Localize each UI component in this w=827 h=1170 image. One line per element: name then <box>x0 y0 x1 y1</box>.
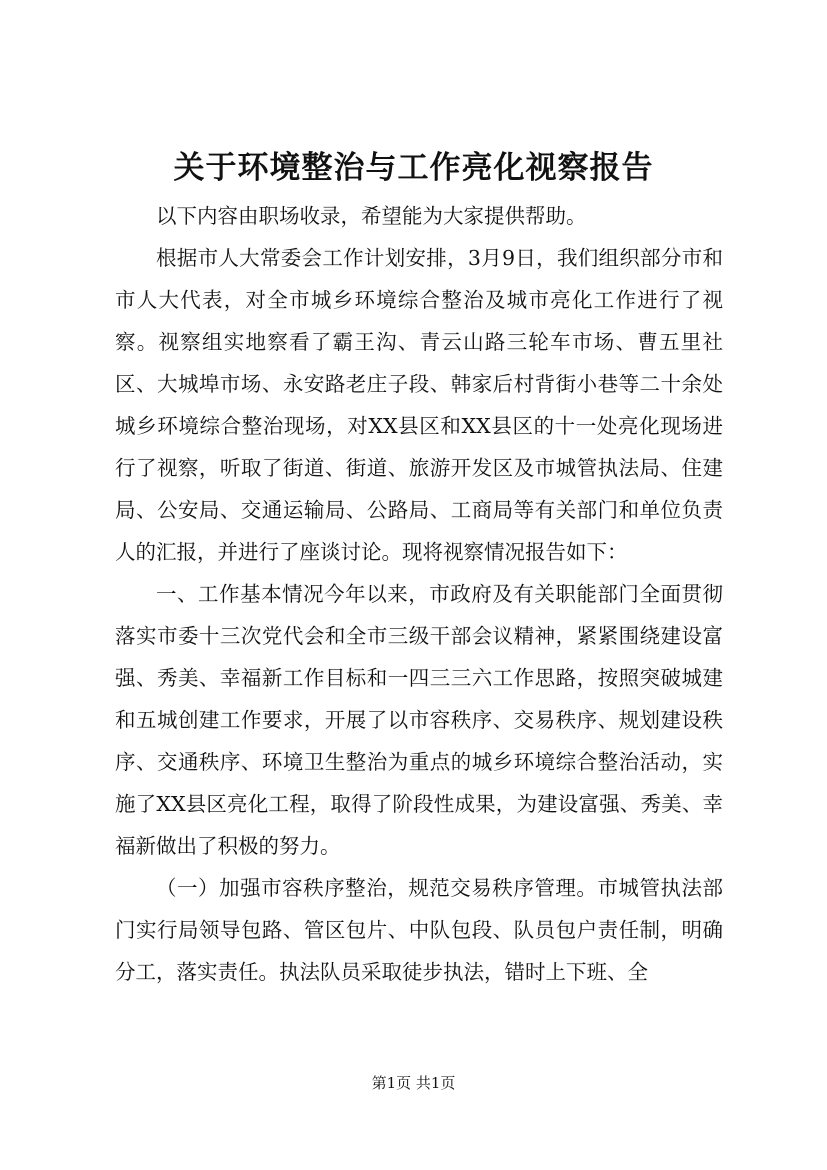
document-title: 关于环境整治与工作亮化视察报告 <box>173 150 654 186</box>
paragraph-market-order: （一）加强市容秩序整治，规范交易秩序管理。市城管执法部门实行局领导包路、管区包片、中队包段、队员包户责任制，明确分工，落实责任。执法队员采取徒步执法，错时上下班、全 <box>115 876 723 984</box>
paragraph-inspection-overview: 根据市人大常委会工作计划安排，3月9日，我们组织部分市和市人大代表，对全市城乡环境综合整治及城市亮化工作进行了视察。视察组实地察看了霸王沟、青云山路三轮车市场、曹五里社区、大城埠市场、永安路老庄子段、韩家后村背街小巷等二十余处城乡环境综合整治现场，对XX县区和XX县区的十一处亮化现场进行了视察，听取了街道、街道、旅游开发区及市城管执法局、住建局、公安局、交通运输局、公路局、工商局等有关部门和单位负责人的汇报，并进行了座谈讨论。现将视察情况报告如下： <box>115 246 723 564</box>
intro-paragraph: 以下内容由职场收录，希望能为大家提供帮助。 <box>156 204 587 228</box>
page-footer: 第1页 共1页 <box>371 1074 456 1092</box>
paragraph-basic-situation: 一、工作基本情况今年以来，市政府及有关职能部门全面贯彻落实市委十三次党代会和全市三级干部会议精神，紧紧围绕建设富强、秀美、幸福新工作目标和一四三三六工作思路，按照突破城建和五城创建工作要求，开展了以市容秩序、交易秩序、规划建设秩序、交通秩序、环境卫生整治为重点的城乡环境综合整治活动，实施了XX县区亮化工程，取得了阶段性成果，为建设富强、秀美、幸福新做出了积极的努力。 <box>115 582 723 858</box>
document-body <box>115 195 723 993</box>
